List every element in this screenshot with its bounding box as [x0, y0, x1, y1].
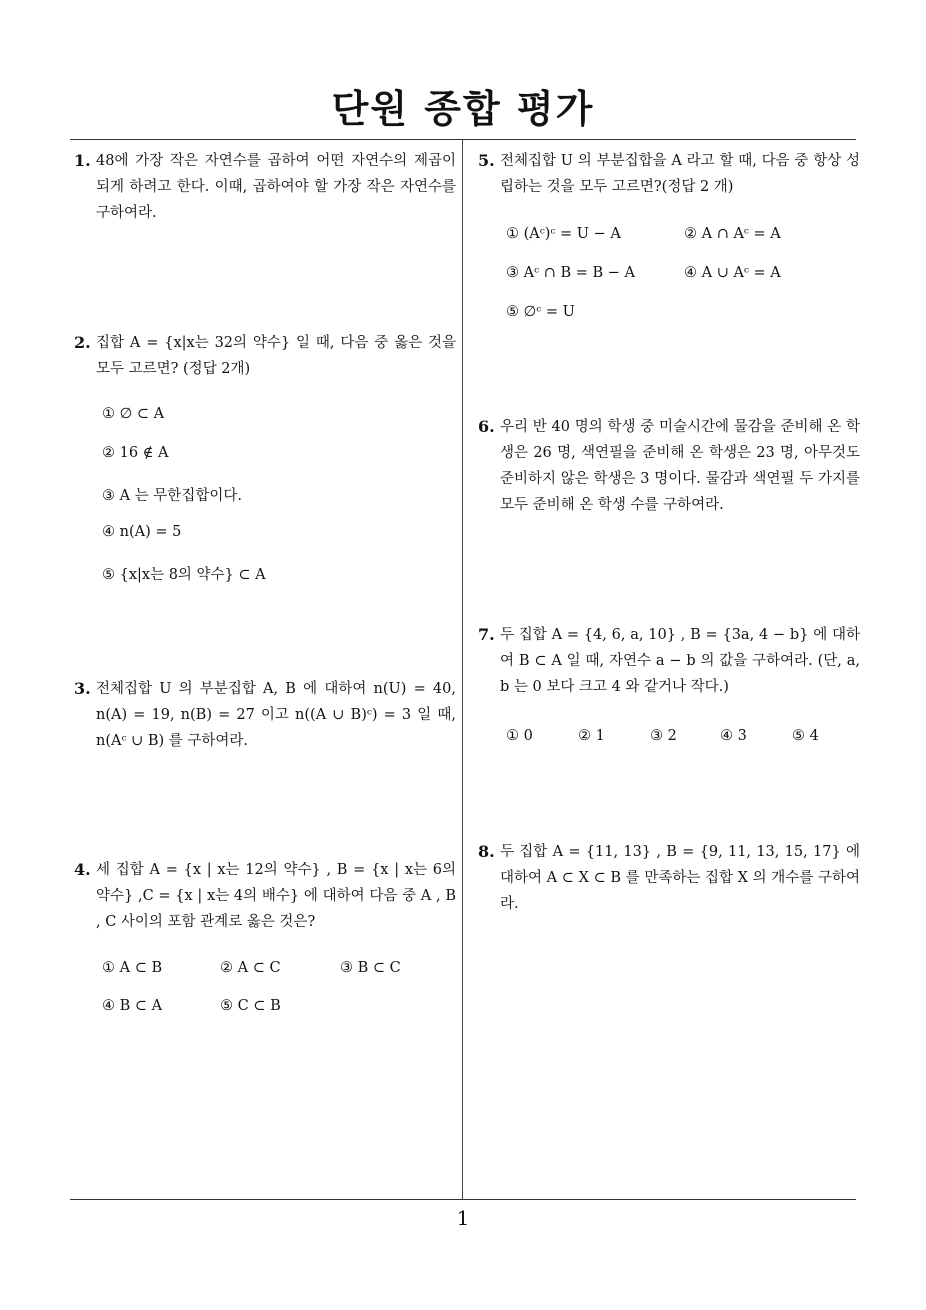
choice[interactable]: ④ B ⊂ A [102, 998, 163, 1014]
choice[interactable]: ① 0 [506, 728, 533, 744]
question-number: 2. [74, 333, 91, 352]
question-stem: 두 집합 A = {11, 13} , B = {9, 11, 13, 15, 17} 에 대하여 A ⊂ X ⊂ B 를 만족하는 집합 X 의 개수를 구하여라. [500, 844, 860, 912]
choice[interactable]: ③ Aᶜ ∩ B = B − A [506, 265, 635, 281]
choice[interactable]: ③ B ⊂ C [340, 960, 401, 976]
question-number: 4. [74, 860, 91, 879]
question-stem: 우리 반 40 명의 학생 중 미술시간에 물감을 준비해 온 학생은 26 명, 색연필을 준비해 온 학생은 23 명, 아무것도 준비하지 않은 학생은 3 명이다. 물감과 색연필 두 가지를 모두 준비해 온 학생 수를 구하여라. [500, 419, 860, 513]
question-8 [478, 839, 860, 917]
page-number: 1 [456, 1206, 470, 1230]
question-2 [74, 330, 456, 382]
question-number: 3. [74, 679, 91, 698]
question-number: 5. [478, 151, 495, 170]
choice[interactable]: ⑤ C ⊂ B [220, 998, 281, 1014]
choice[interactable]: ① A ⊂ B [102, 960, 163, 976]
choice[interactable]: ① ∅ ⊂ A [102, 406, 165, 422]
choice[interactable]: ⑤ 4 [792, 728, 819, 744]
question-3 [74, 676, 456, 754]
choice[interactable]: ② A ∩ Aᶜ = A [684, 226, 781, 242]
question-stem: 집합 A = {x|x는 32의 약수} 일 때, 다음 중 옳은 것을 모두 고르면? (정답 2개) [96, 335, 456, 377]
choice[interactable]: ② 16 ∉ A [102, 445, 169, 461]
choice[interactable]: ③ 2 [650, 728, 677, 744]
choice[interactable]: ④ 3 [720, 728, 747, 744]
question-number: 6. [478, 417, 495, 436]
question-5 [478, 148, 860, 200]
question-stem: 두 집합 A = {4, 6, a, 10} , B = {3a, 4 − b} 에 대하여 B ⊂ A 일 때, 자연수 a − b 의 값을 구하여라. (단, a, b 는 0 보다 크고 4 와 같거나 작다.) [500, 627, 860, 695]
choice[interactable]: ④ n(A) = 5 [102, 524, 182, 540]
choice[interactable]: ⑤ {x|x는 8의 약수} ⊂ A [102, 567, 266, 583]
footer-rule [70, 1199, 856, 1200]
question-4 [74, 857, 456, 935]
question-stem: 48에 가장 작은 자연수를 곱하여 어떤 자연수의 제곱이 되게 하려고 한다. 이때, 곱하여야 할 가장 작은 자연수를 구하여라. [96, 153, 456, 221]
question-stem: 세 집합 A = {x | x는 12의 약수} , B = {x | x는 6의 약수} ,C = {x | x는 4의 배수} 에 대하여 다음 중 A , B , C 사이의 포함 관계로 옳은 것은? [96, 862, 456, 930]
page-title: 단원 종합 평가 [331, 87, 595, 131]
header-rule [70, 139, 856, 140]
question-7 [478, 622, 860, 700]
choice[interactable]: ⑤ ∅ᶜ = U [506, 304, 575, 320]
question-1 [74, 148, 456, 226]
question-number: 8. [478, 842, 495, 861]
choice[interactable]: ① (Aᶜ)ᶜ = U − A [506, 226, 621, 242]
question-number: 1. [74, 151, 91, 170]
choice[interactable]: ④ A ∪ Aᶜ = A [684, 265, 781, 281]
question-number: 7. [478, 625, 495, 644]
question-6 [478, 414, 860, 518]
choice[interactable]: ② A ⊂ C [220, 960, 281, 976]
question-stem: 전체집합 U 의 부분집합을 A 라고 할 때, 다음 중 항상 성립하는 것을 모두 고르면?(정답 2 개) [500, 153, 860, 195]
choice[interactable]: ② 1 [578, 728, 605, 744]
question-stem: 전체집합 U 의 부분집합 A, B 에 대하여 n(U) = 40, n(A) = 19, n(B) = 27 이고 n((A ∪ B)ᶜ) = 3 일 때, n(Aᶜ ∪ B) 를 구하여라. [96, 681, 456, 749]
choice[interactable]: ③ A 는 무한집합이다. [102, 488, 242, 504]
column-divider [462, 140, 463, 1199]
